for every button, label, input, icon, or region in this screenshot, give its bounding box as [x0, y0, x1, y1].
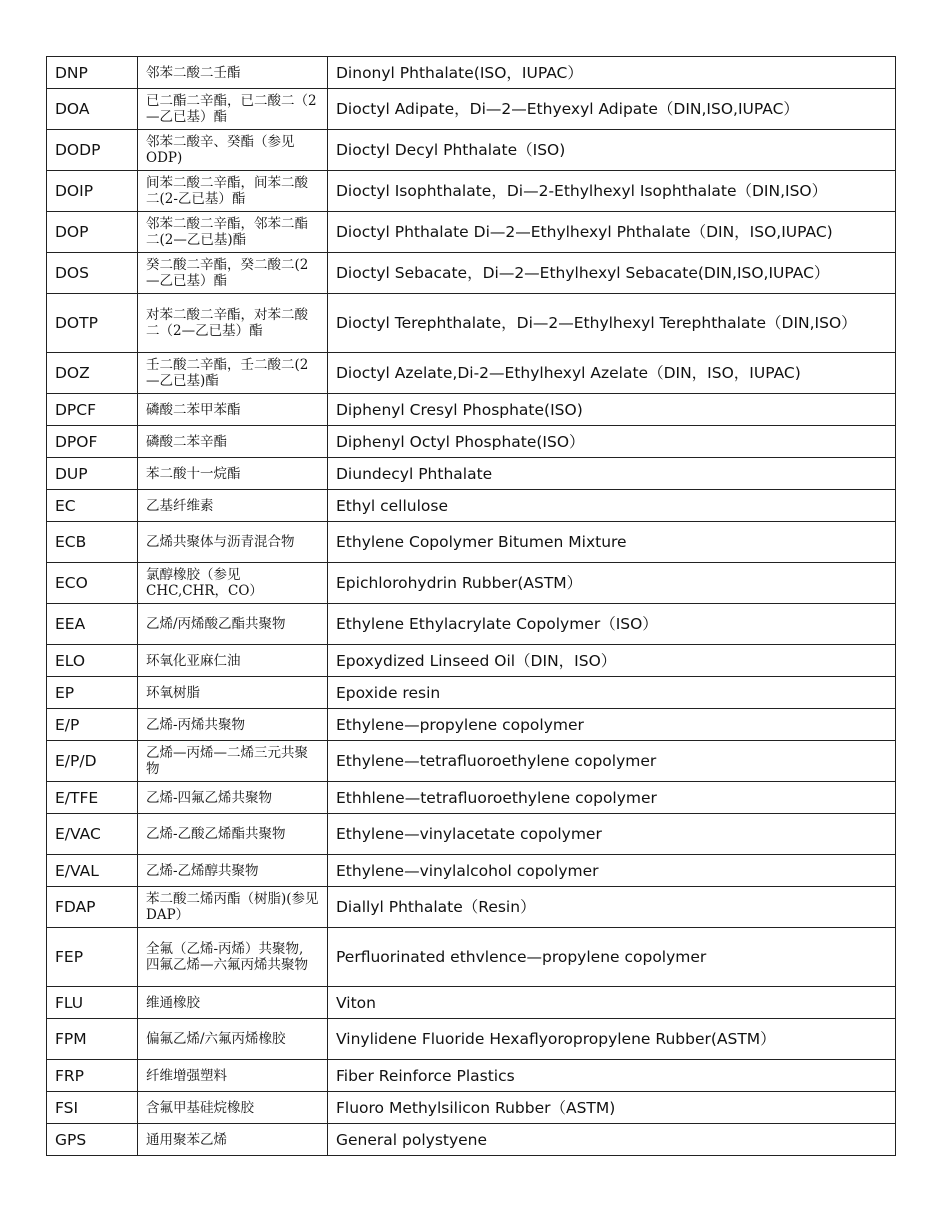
chinese-name-cell: 苯二酸十一烷酯 [138, 458, 328, 490]
english-name-cell: Diphenyl Cresyl Phosphate(ISO) [328, 394, 896, 426]
chinese-name-cell: 乙基纤维素 [138, 490, 328, 522]
english-name-cell: Dinonyl Phthalate(ISO，IUPAC） [328, 57, 896, 89]
abbreviation-cell: FEP [47, 928, 138, 987]
abbreviation-cell: DPCF [47, 394, 138, 426]
chinese-name-cell: 维通橡胶 [138, 987, 328, 1019]
chinese-name-cell: 偏氟乙烯/六氟丙烯橡胶 [138, 1019, 328, 1060]
chinese-name-cell: 磷酸二苯辛酯 [138, 426, 328, 458]
table-row [47, 782, 896, 814]
table-row [47, 741, 896, 782]
chinese-name-cell: 乙烯-乙烯醇共聚物 [138, 855, 328, 887]
abbreviation-cell: DOP [47, 212, 138, 253]
chinese-name-cell: 乙烯-丙烯共聚物 [138, 709, 328, 741]
abbreviation-cell: DOZ [47, 353, 138, 394]
english-name-cell: Epoxide resin [328, 677, 896, 709]
abbreviation-cell: FPM [47, 1019, 138, 1060]
chinese-name-cell: 壬二酸二辛酯，壬二酸二(2—乙已基)酯 [138, 353, 328, 394]
chinese-name-cell: 乙烯-乙酸乙烯酯共聚物 [138, 814, 328, 855]
chinese-name-cell: 癸二酸二辛酯，癸二酸二(2—乙已基）酯 [138, 253, 328, 294]
table-row [47, 394, 896, 426]
abbreviation-cell: EEA [47, 604, 138, 645]
table-row [47, 130, 896, 171]
english-name-cell: Diphenyl Octyl Phosphate(ISO） [328, 426, 896, 458]
abbreviation-table-body [47, 57, 896, 1156]
chinese-name-cell: 邻苯二酸二辛酯，邻苯二酯二(2—乙已基)酯 [138, 212, 328, 253]
chinese-name-cell: 纤维增强塑料 [138, 1060, 328, 1092]
abbreviation-cell: DOIP [47, 171, 138, 212]
english-name-cell: Dioctyl Decyl Phthalate（ISO) [328, 130, 896, 171]
table-row [47, 1124, 896, 1156]
table-row [47, 887, 896, 928]
table-row [47, 563, 896, 604]
english-name-cell: Ethhlene—tetrafluoroethylene copolymer [328, 782, 896, 814]
table-row [47, 89, 896, 130]
table-row [47, 645, 896, 677]
chinese-name-cell: 已二酯二辛酯，已二酸二（2—乙已基）酯 [138, 89, 328, 130]
abbreviation-cell: E/P [47, 709, 138, 741]
table-row [47, 677, 896, 709]
english-name-cell: Ethylene Copolymer Bitumen Mixture [328, 522, 896, 563]
english-name-cell: Diallyl Phthalate（Resin） [328, 887, 896, 928]
english-name-cell: Dioctyl Azelate,Di-2—Ethylhexyl Azelate（DIN，ISO，IUPAC) [328, 353, 896, 394]
table-row [47, 928, 896, 987]
abbreviation-cell: DODP [47, 130, 138, 171]
chinese-name-cell: 邻苯二酸二壬酯 [138, 57, 328, 89]
chinese-name-cell: 乙烯—丙烯—二烯三元共聚物 [138, 741, 328, 782]
table-row [47, 171, 896, 212]
table-row [47, 426, 896, 458]
english-name-cell: Ethyl cellulose [328, 490, 896, 522]
abbreviation-cell: ECO [47, 563, 138, 604]
abbreviation-cell: E/VAL [47, 855, 138, 887]
english-name-cell: Dioctyl Sebacate，Di—2—Ethylhexyl Sebacate(DIN,ISO,IUPAC） [328, 253, 896, 294]
table-row [47, 1060, 896, 1092]
chinese-name-cell: 乙烯/丙烯酸乙酯共聚物 [138, 604, 328, 645]
english-name-cell: General polystyene [328, 1124, 896, 1156]
english-name-cell: Dioctyl Phthalate Di—2—Ethylhexyl Phthalate（DIN，ISO,IUPAC) [328, 212, 896, 253]
chinese-name-cell: 磷酸二苯甲苯酯 [138, 394, 328, 426]
abbreviation-cell: ECB [47, 522, 138, 563]
abbreviation-table [46, 56, 896, 1156]
table-row [47, 1092, 896, 1124]
abbreviation-cell: DOS [47, 253, 138, 294]
chinese-name-cell: 环氧树脂 [138, 677, 328, 709]
abbreviation-cell: DOA [47, 89, 138, 130]
english-name-cell: Vinylidene Fluoride Hexaflyoropropylene Rubber(ASTM） [328, 1019, 896, 1060]
table-row [47, 458, 896, 490]
chinese-name-cell: 全氟（乙烯-丙烯）共聚物, 四氟乙烯—六氟丙烯共聚物 [138, 928, 328, 987]
table-row [47, 253, 896, 294]
chinese-name-cell: 邻苯二酸辛、癸酯（参见 ODP) [138, 130, 328, 171]
chinese-name-cell: 苯二酸二烯丙酯（树脂)(参见 DAP） [138, 887, 328, 928]
chinese-name-cell: 对苯二酸二辛酯，对苯二酸二（2—乙已基）酯 [138, 294, 328, 353]
english-name-cell: Fluoro Methylsilicon Rubber（ASTM) [328, 1092, 896, 1124]
english-name-cell: Perfluorinated ethvlence—propylene copolymer [328, 928, 896, 987]
table-row [47, 709, 896, 741]
english-name-cell: Dioctyl Adipate，Di—2—Ethyexyl Adipate（DIN,ISO,IUPAC） [328, 89, 896, 130]
chinese-name-cell: 环氧化亚麻仁油 [138, 645, 328, 677]
english-name-cell: Ethylene—vinylacetate copolymer [328, 814, 896, 855]
abbreviation-cell: DPOF [47, 426, 138, 458]
english-name-cell: Ethylene Ethylacrylate Copolymer（ISO） [328, 604, 896, 645]
english-name-cell: Dioctyl Isophthalate，Di—2-Ethylhexyl Isophthalate（DIN,ISO） [328, 171, 896, 212]
table-row [47, 212, 896, 253]
table-row [47, 294, 896, 353]
table-row [47, 353, 896, 394]
english-name-cell: Fiber Reinforce Plastics [328, 1060, 896, 1092]
table-row [47, 522, 896, 563]
chinese-name-cell: 氯醇橡胶（参见 CHC,CHR，CO） [138, 563, 328, 604]
english-name-cell: Epichlorohydrin Rubber(ASTM） [328, 563, 896, 604]
abbreviation-cell: GPS [47, 1124, 138, 1156]
english-name-cell: Ethylene—tetrafluoroethylene copolymer [328, 741, 896, 782]
abbreviation-cell: EP [47, 677, 138, 709]
abbreviation-cell: DOTP [47, 294, 138, 353]
chinese-name-cell: 间苯二酸二辛酯，间苯二酸二(2-乙已基）酯 [138, 171, 328, 212]
chinese-name-cell: 通用聚苯乙烯 [138, 1124, 328, 1156]
document-page [46, 56, 896, 1156]
table-row [47, 604, 896, 645]
abbreviation-cell: FRP [47, 1060, 138, 1092]
chinese-name-cell: 乙烯-四氟乙烯共聚物 [138, 782, 328, 814]
english-name-cell: Viton [328, 987, 896, 1019]
abbreviation-cell: ELO [47, 645, 138, 677]
abbreviation-cell: FLU [47, 987, 138, 1019]
chinese-name-cell: 乙烯共聚体与沥青混合物 [138, 522, 328, 563]
abbreviation-cell: FDAP [47, 887, 138, 928]
english-name-cell: Ethylene—vinylalcohol copolymer [328, 855, 896, 887]
table-row [47, 490, 896, 522]
english-name-cell: Epoxydized Linseed Oil（DIN，ISO） [328, 645, 896, 677]
english-name-cell: Diundecyl Phthalate [328, 458, 896, 490]
table-row [47, 1019, 896, 1060]
table-row [47, 814, 896, 855]
abbreviation-cell: EC [47, 490, 138, 522]
table-row [47, 57, 896, 89]
english-name-cell: Dioctyl Terephthalate，Di—2—Ethylhexyl Terephthalate（DIN,ISO） [328, 294, 896, 353]
abbreviation-cell: FSI [47, 1092, 138, 1124]
table-row [47, 855, 896, 887]
abbreviation-cell: E/P/D [47, 741, 138, 782]
english-name-cell: Ethylene—propylene copolymer [328, 709, 896, 741]
chinese-name-cell: 含氟甲基硅烷橡胶 [138, 1092, 328, 1124]
table-row [47, 987, 896, 1019]
abbreviation-cell: DNP [47, 57, 138, 89]
abbreviation-cell: E/VAC [47, 814, 138, 855]
abbreviation-cell: DUP [47, 458, 138, 490]
abbreviation-cell: E/TFE [47, 782, 138, 814]
